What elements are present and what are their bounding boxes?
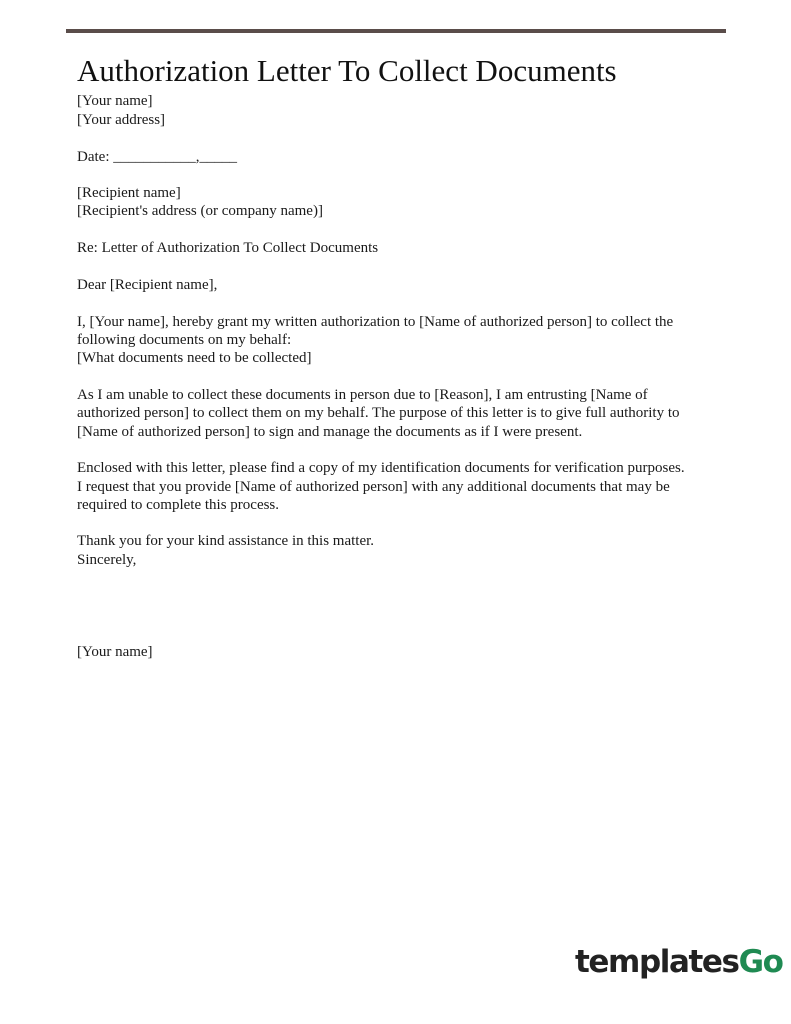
sender-name: [Your name] bbox=[77, 93, 153, 109]
document-title: Authorization Letter To Collect Documents bbox=[77, 53, 617, 88]
templatesgo-logo bbox=[575, 938, 783, 986]
salutation: Dear [Recipient name], bbox=[77, 277, 218, 293]
paragraph-1-line: I, [Your name], hereby grant my written authorization to [Name of authorized person] to collect the bbox=[77, 314, 674, 330]
paragraph-2-line: [Name of authorized person] to sign and manage the documents as if I were present. bbox=[77, 424, 583, 440]
paragraph-3-line: I request that you provide [Name of authorized person] with any additional documents that may be bbox=[77, 479, 670, 495]
paragraph-3-line: required to complete this process. bbox=[77, 497, 280, 513]
sender-address: [Your address] bbox=[77, 112, 166, 128]
paragraph-2-line: authorized person] to collect them on my behalf. The purpose of this letter is to give full authority to bbox=[77, 405, 680, 421]
signature-name: [Your name] bbox=[77, 644, 153, 660]
subject-line: Re: Letter of Authorization To Collect Documents bbox=[77, 240, 379, 256]
logo-wordmark-templates: templates bbox=[575, 944, 739, 980]
closing-line: Sincerely, bbox=[77, 552, 137, 568]
paragraph-1-line: following documents on my behalf: bbox=[77, 332, 292, 348]
recipient-address: [Recipient's address (or company name)] bbox=[77, 203, 323, 219]
top-rule bbox=[66, 29, 726, 33]
thanks-line: Thank you for your kind assistance in this matter. bbox=[77, 533, 375, 549]
paragraph-2-line: As I am unable to collect these documents in person due to [Reason], I am entrusting [Name of bbox=[77, 387, 648, 403]
recipient-name: [Recipient name] bbox=[77, 185, 181, 201]
paragraph-3-line: Enclosed with this letter, please find a copy of my identification documents for verification purposes. bbox=[77, 460, 685, 476]
logo-wordmark-go: Go bbox=[738, 944, 783, 980]
paragraph-1-line: [What documents need to be collected] bbox=[77, 350, 312, 366]
date-line: Date: ___________,_____ bbox=[77, 149, 237, 165]
